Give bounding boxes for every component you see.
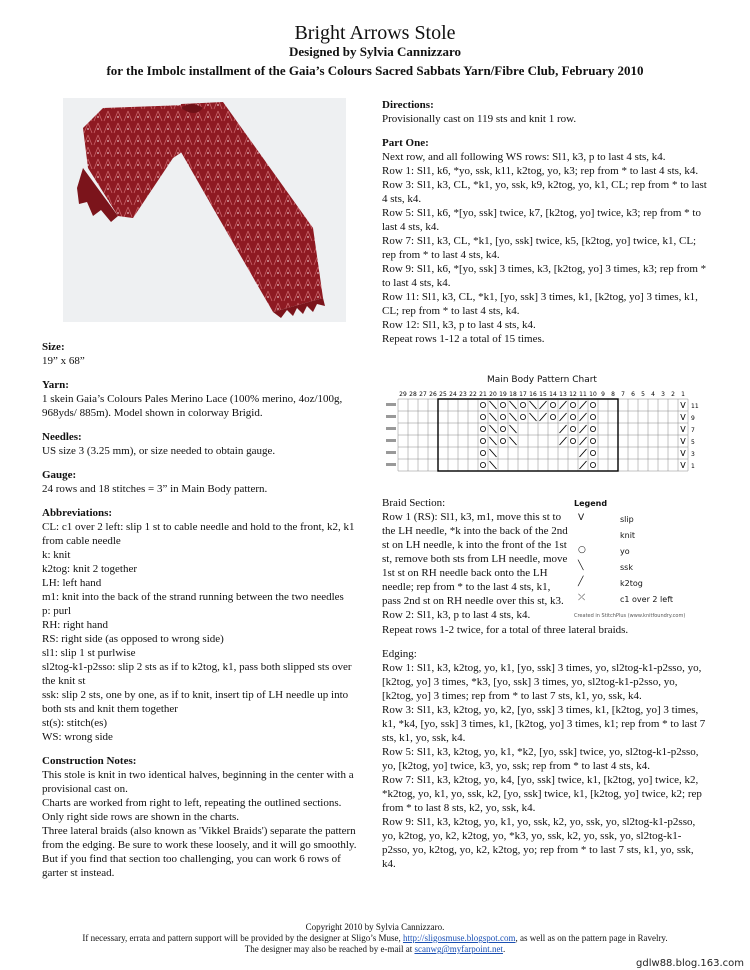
size-value: 19” x 68” <box>42 355 85 367</box>
chart-row-label: 7 <box>691 427 695 434</box>
support-text-end: , as well as on the pattern page in Ravelry. <box>515 933 668 943</box>
chart-col-label: 14 <box>549 391 557 398</box>
knit-symbol-icon <box>578 529 604 543</box>
chart-yo-mark <box>520 414 525 419</box>
chart-yo-mark <box>500 414 505 419</box>
chart-slip-mark: V <box>680 461 686 470</box>
k2tog-symbol-icon: ╱ <box>578 577 584 587</box>
part-one-row: Row 12: Sl1, k3, p to last 4 sts, k4. <box>382 319 536 331</box>
chart-yo-mark <box>590 450 595 455</box>
designer-line: Designed by Sylvia Cannizzaro <box>288 44 462 59</box>
chart-col-label: 17 <box>519 391 527 398</box>
chart-yo-mark <box>480 462 485 467</box>
chart-yo-mark <box>590 462 595 467</box>
abbreviation-item: LH: left hand <box>42 577 102 589</box>
braid-section <box>382 496 568 622</box>
chart-col-label: 28 <box>409 391 417 398</box>
chart-ssk-mark <box>510 437 517 445</box>
abbreviation-item: ssk: slip 2 sts, one by one, as if to knit, insert tip of LH needle up into both sts and knit them together <box>42 689 349 715</box>
chart-k2tog-mark <box>560 437 567 445</box>
legend-label: slip <box>620 515 634 524</box>
chart-k2tog-mark <box>560 413 567 421</box>
chart-yo-mark <box>500 402 505 407</box>
chart-k2tog-mark <box>540 401 547 409</box>
left-column <box>42 340 362 880</box>
legend-label: knit <box>620 531 636 540</box>
chart-col-label: 20 <box>489 391 497 398</box>
abbreviation-item: k2tog: knit 2 together <box>42 563 138 575</box>
email-link[interactable]: scanwg@myfarpoint.net <box>414 944 503 954</box>
edging-row: Row 1: Sl1, k3, k2tog, yo, k1, [yo, ssk] 3 times, yo, sl2tog-k1-p2sso, yo, [k2tog, yo] 3 times, *k3, [yo, ssk] 3 times, yo, sl2tog-k1-p2sso, yo, [k2tog, yo] 3 times; rep from * to last 7 sts, k1, yo, ssk, k4. <box>382 662 702 702</box>
legend-label: k2tog <box>620 579 643 588</box>
chart-row-marker <box>386 403 396 406</box>
legend-row-k2tog <box>574 577 699 591</box>
gauge-value: 24 rows and 18 stitches = 3” in Main Body pattern. <box>42 483 268 495</box>
edging-row: Row 9: Sl1, k3, k2tog, yo, k1, yo, ssk, k2, yo, ssk, yo, sl2tog-k1-p2sso, yo, k2tog, yo, k2, k2tog, yo, *k3, yo, ssk, k2, yo, ssk, yo, sl2tog-k1-p2sso, yo, k2tog, yo, k2, k2tog, yo; rep from * to last 7 sts, k1, yo, ssk, k4. <box>382 816 696 870</box>
chart-col-label: 29 <box>399 391 407 398</box>
chart-ssk-mark <box>530 413 537 421</box>
yarn-heading: Yarn: <box>42 379 69 391</box>
chart-col-label: 12 <box>569 391 577 398</box>
chart-col-label: 6 <box>631 391 635 398</box>
chart-col-label: 10 <box>589 391 597 398</box>
chart-row-label: 9 <box>691 415 695 422</box>
braid-repeat: Repeat rows 1-2 twice, for a total of three lateral braids. <box>382 624 629 636</box>
chart-col-label: 13 <box>559 391 567 398</box>
chart-col-label: 18 <box>509 391 517 398</box>
chart-yo-mark <box>480 414 485 419</box>
braid-row: Row 2: Sl1, k3, p to last 4 sts, k4. <box>382 609 531 621</box>
chart-ssk-mark <box>490 461 497 469</box>
directions-heading: Directions: <box>382 99 434 111</box>
gauge-heading: Gauge: <box>42 469 77 481</box>
part-one-row: Next row, and all following WS rows: Sl1, k3, p to last 4 sts, k4. <box>382 151 666 163</box>
abbreviation-item: WS: wrong side <box>42 731 113 743</box>
chart-row-label: 3 <box>691 451 695 458</box>
chart-col-label: 23 <box>459 391 467 398</box>
chart-col-label: 4 <box>651 391 655 398</box>
slip-symbol-icon: V <box>578 513 585 523</box>
construction-heading: Construction Notes: <box>42 755 137 767</box>
chart-yo-mark <box>550 414 555 419</box>
size-heading: Size: <box>42 341 65 353</box>
edging-section <box>382 623 707 871</box>
chart-yo-mark <box>590 438 595 443</box>
legend-row-yo <box>574 545 699 559</box>
chart-row-label: 1 <box>691 463 695 470</box>
chart-k2tog-mark <box>560 425 567 433</box>
pattern-title: Bright Arrows Stole <box>294 22 456 44</box>
chart-ssk-mark <box>490 413 497 421</box>
chart-col-label: 7 <box>621 391 625 398</box>
chart-yo-mark <box>590 414 595 419</box>
chart-slip-mark: V <box>680 437 686 446</box>
part-one-row: Row 1: Sl1, k6, *yo, ssk, k11, k2tog, yo, k3; rep from * to last 4 sts, k4. <box>382 165 699 177</box>
footer-copyright: Copyright 2010 by Sylvia Cannizzaro. <box>305 922 445 932</box>
yo-symbol-icon: ○ <box>578 545 586 555</box>
chart-yo-mark <box>570 438 575 443</box>
chart-yo-mark <box>550 402 555 407</box>
chart-k2tog-mark <box>580 401 587 409</box>
chart-col-label: 22 <box>469 391 477 398</box>
construction-note: This stole is knit in two identical halves, beginning in the center with a provisional cast on. <box>42 769 354 795</box>
needles-heading: Needles: <box>42 431 82 443</box>
chart-yo-mark <box>590 402 595 407</box>
support-text: If necessary, errata and pattern support will be provided by the designer at Sligo’s Muse, <box>82 933 401 943</box>
ssk-symbol-icon: ╲ <box>578 561 584 571</box>
chart-col-label: 16 <box>529 391 537 398</box>
construction-note: Three lateral braids (also known as 'Vikkel Braids') separate the pattern from the edging. Be sure to work these loosely, and it will go smoothly. But if you find that section too challenging, you can work 6 rows of garter st instead. <box>42 825 357 879</box>
legend-label: ssk <box>620 563 633 572</box>
chart-row-marker <box>386 427 396 430</box>
abbreviation-item: k: knit <box>42 549 71 561</box>
chart-k2tog-mark <box>580 461 587 469</box>
part-one-row: Row 11: Sl1, k3, CL, *k1, [yo, ssk] 3 times, k1, [k2tog, yo] 3 times, k1, CL; rep from * to last 4 sts, k4. <box>382 291 698 317</box>
part-one-row: Row 7: Sl1, k3, CL, *k1, [yo, ssk] twice, k5, [k2tog, yo] twice, k1, CL; rep from * to last 4 sts, k4. <box>382 235 697 261</box>
chart-grid <box>384 387 700 475</box>
abbreviation-item: m1: knit into the back of the strand running between the two needles <box>42 591 344 603</box>
chart-col-label: 3 <box>661 391 665 398</box>
chart-row-marker <box>386 415 396 418</box>
occasion-line: for the Imbolc installment of the Gaia’s Colours Sacred Sabbats Yarn/Fibre Club, February 2010 <box>106 63 644 78</box>
legend-row-ssk <box>574 561 699 575</box>
blog-link[interactable]: http://sligosmuse.blogspot.com <box>402 933 516 943</box>
legend-title: Legend <box>574 499 608 508</box>
part-one-row: Repeat rows 1-12 a total of 15 times. <box>382 333 545 345</box>
legend-row-knit <box>574 529 699 543</box>
chart-ssk-mark <box>510 413 517 421</box>
chart-col-label: 1 <box>681 391 685 398</box>
chart-ssk-mark <box>510 425 517 433</box>
chart-yo-mark <box>570 414 575 419</box>
abbreviation-item: st(s): stitch(es) <box>42 717 108 729</box>
edging-heading: Edging: <box>382 648 417 660</box>
chart-row-marker <box>386 451 396 454</box>
chart-ssk-mark <box>510 401 517 409</box>
chart-title: Main Body Pattern Chart <box>487 375 597 385</box>
chart-col-label: 19 <box>499 391 507 398</box>
chart-row-label: 5 <box>691 439 695 446</box>
chart-legend <box>572 499 702 619</box>
abbreviation-item: RH: right hand <box>42 619 108 631</box>
chart-col-label: 15 <box>539 391 547 398</box>
needles-value: US size 3 (3.25 mm), or size needed to obtain gauge. <box>42 445 276 457</box>
abbreviation-item: sl2tog-k1-p2sso: slip 2 sts as if to k2tog, k1, pass both slipped sts over the knit st <box>42 661 352 687</box>
footer-email <box>0 944 750 955</box>
chart-ssk-mark <box>490 437 497 445</box>
chart-ssk-mark <box>490 449 497 457</box>
edging-row: Row 5: Sl1, k3, k2tog, yo, k1, *k2, [yo, ssk] twice, yo, sl2tog-k1-p2sso, yo, [k2tog, yo] twice, k3, yo, ssk; rep from * to last 4 sts, k4. <box>382 746 699 772</box>
chart-k2tog-mark <box>580 413 587 421</box>
chart-k2tog-mark <box>580 437 587 445</box>
chart-yo-mark <box>480 426 485 431</box>
chart-yo-mark <box>480 438 485 443</box>
chart-col-label: 8 <box>611 391 615 398</box>
part-one-row: Row 3: Sl1, k3, CL, *k1, yo, ssk, k9, k2tog, yo, k1, CL; rep from * to last 4 sts, k4. <box>382 179 707 205</box>
chart-col-label: 2 <box>671 391 675 398</box>
chart-col-label: 24 <box>449 391 457 398</box>
chart-k2tog-mark <box>580 449 587 457</box>
part-one-heading: Part One: <box>382 137 429 149</box>
chart-yo-mark <box>570 426 575 431</box>
chart-ssk-mark <box>530 401 537 409</box>
chart-row-label: 11 <box>691 403 699 410</box>
directions-text: Provisionally cast on 119 sts and knit 1 row. <box>382 113 577 125</box>
edging-row: Row 7: Sl1, k3, k2tog, yo, k4, [yo, ssk] twice, k1, [k2tog, yo] twice, k2, *k2tog, yo, k1, yo, ssk, k2, [yo, ssk] twice, k1, [k2tog, yo] twice, k2; rep from * to last 8 sts, k2, yo, ssk, k4. <box>382 774 702 814</box>
abbreviations-heading: Abbreviations: <box>42 507 113 519</box>
main-body-chart <box>384 375 700 475</box>
chart-k2tog-mark <box>580 425 587 433</box>
email-text: The designer may also be reached by e-mail at <box>244 944 413 954</box>
chart-col-label: 21 <box>479 391 487 398</box>
chart-row-marker <box>386 439 396 442</box>
yarn-value: 1 skein Gaia’s Colours Pales Merino Lace (100% merino, 4oz/100g, 968yds/ 885m). Model shown in colorway Brigid. <box>42 393 343 419</box>
chart-yo-mark <box>520 402 525 407</box>
abbreviation-item: p: purl <box>42 605 72 617</box>
chart-col-label: 26 <box>429 391 437 398</box>
chart-row-marker <box>386 463 396 466</box>
legend-credit: Created in StitchPlus (www.knitfoundry.com) <box>574 613 686 619</box>
chart-slip-mark: V <box>680 449 686 458</box>
chart-yo-mark <box>500 426 505 431</box>
chart-k2tog-mark <box>560 401 567 409</box>
edging-row: Row 3: Sl1, k3, k2tog, yo, k2, [yo, ssk] 3 times, k1, [k2tog, yo] 3 times, k1, *k4, [yo, ssk] 3 times, k1, [k2tog, yo] 3 times, k1; rep from * to last 7 sts, k1, yo, ssk, k4. <box>382 704 706 744</box>
braid-row: Row 1 (RS): Sl1, k3, m1, move this st to the LH needle, *k into the back of the 2nd st on LH needle, k into the front of the 1st st, remove both sts from LH needle, move 1st st on RH needle back onto the LH needle; rep from * to the last 4 sts, k1, pass 2nd st on RH needle over this st, k3. <box>382 511 568 607</box>
watermark: gdlw88.blog.163.com <box>636 958 744 969</box>
chart-col-label: 9 <box>601 391 605 398</box>
chart-yo-mark <box>590 426 595 431</box>
abbreviation-item: sl1: slip 1 st purlwise <box>42 647 136 659</box>
abbreviation-item: RS: right side (as opposed to wrong side) <box>42 633 224 645</box>
legend-row-cable <box>574 593 699 607</box>
chart-col-label: 11 <box>579 391 587 398</box>
chart-slip-mark: V <box>680 413 686 422</box>
chart-col-label: 5 <box>641 391 645 398</box>
part-one-row: Row 9: Sl1, k6, *[yo, ssk] 3 times, k3, [k2tog, yo] 3 times, k3; rep from * to last 4 sts, k4. <box>382 263 707 289</box>
chart-col-label: 25 <box>439 391 447 398</box>
right-column <box>382 98 707 346</box>
stole-photo <box>63 98 346 322</box>
chart-ssk-mark <box>490 401 497 409</box>
chart-yo-mark <box>500 438 505 443</box>
cable-symbol-icon: ⤫ <box>578 593 586 603</box>
chart-k2tog-mark <box>540 413 547 421</box>
chart-ssk-mark <box>490 425 497 433</box>
legend-label: yo <box>620 547 630 556</box>
braid-heading: Braid Section: <box>382 497 446 509</box>
chart-yo-mark <box>480 402 485 407</box>
chart-slip-mark: V <box>680 401 686 410</box>
chart-yo-mark <box>480 450 485 455</box>
part-one-row: Row 5: Sl1, k6, *[yo, ssk] twice, k7, [k2tog, yo] twice, k3; rep from * to last 4 sts, k4. <box>382 207 701 233</box>
legend-label: c1 over 2 left <box>620 595 674 604</box>
footer-support <box>0 933 750 944</box>
email-text-end: . <box>502 944 506 954</box>
chart-slip-mark: V <box>680 425 686 434</box>
chart-col-label: 27 <box>419 391 427 398</box>
legend-row-slip <box>574 513 699 527</box>
chart-yo-mark <box>570 402 575 407</box>
abbreviation-item: CL: c1 over 2 left: slip 1 st to cable needle and hold to the front, k2, k1 from cable needle <box>42 521 355 547</box>
construction-note: Charts are worked from right to left, repeating the outlined sections. Only right side rows are shown in the charts. <box>42 797 342 823</box>
